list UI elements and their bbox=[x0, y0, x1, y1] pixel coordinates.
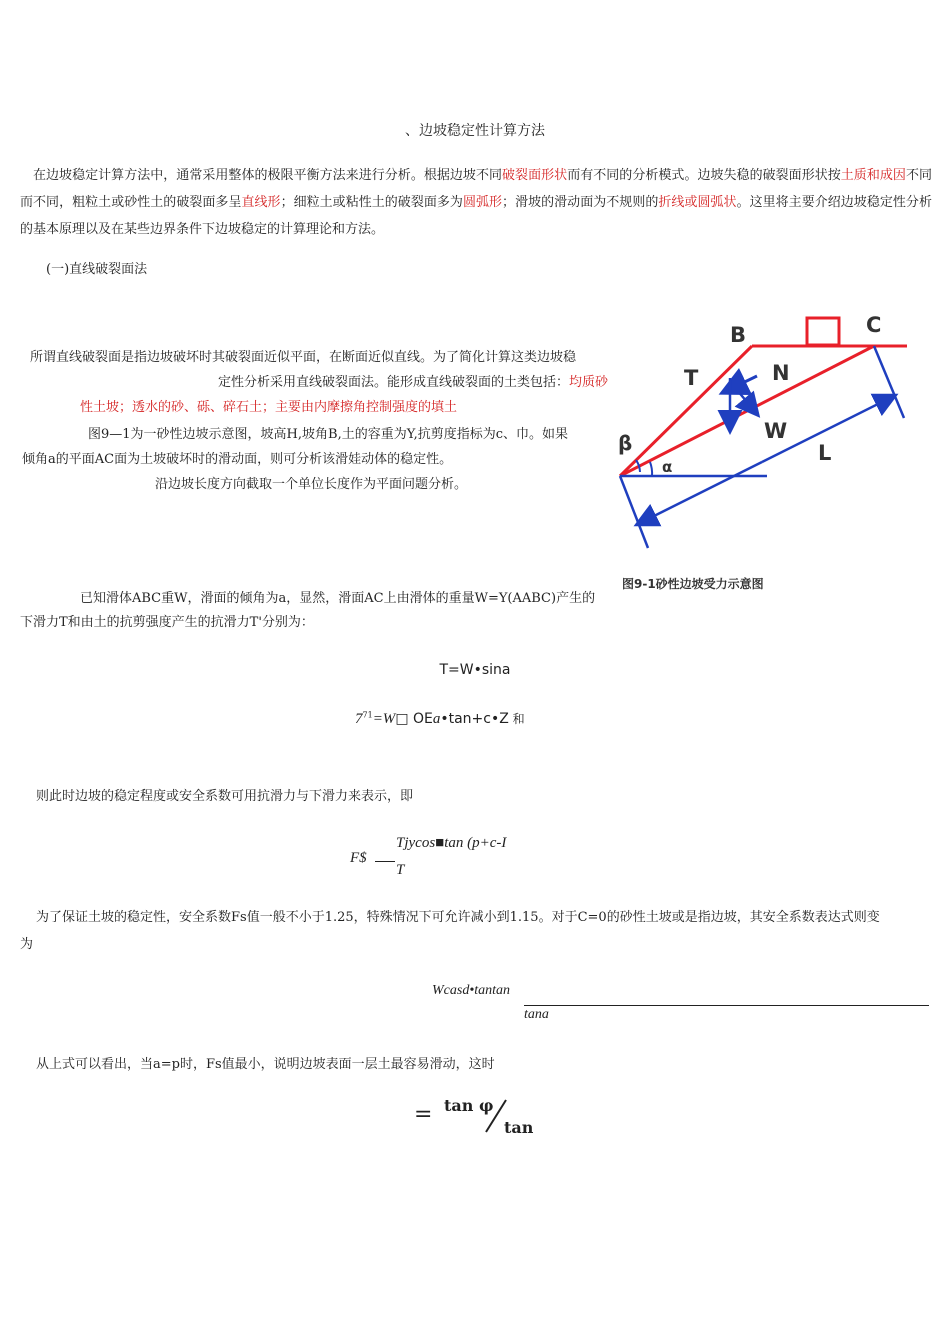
body-line: 下滑力T和由土的抗剪强度产生的抗滑力T'分别为： bbox=[20, 615, 314, 630]
intro-highlight: 破裂面形状 bbox=[502, 168, 568, 183]
body-line: 倾角a的平面AC面为土坡破坏时的滑动面，则可分析该滑娃动体的稳定性。 bbox=[22, 452, 453, 467]
intro-text: 在边坡稳定计算方法中，通常采用整体的极限平衡方法来进行分析。根据边坡不同 bbox=[33, 168, 503, 183]
body-line: 所谓直线破裂面是指边坡破坏时其破裂面近似平面，在断面近似直线。为了简化计算这类边坡稳 bbox=[30, 350, 577, 365]
intro-text: ；滑坡的滑动面为不规则的 bbox=[502, 195, 659, 210]
dim-line-right bbox=[874, 346, 904, 418]
body-paragraph: 为了保证土坡的稳定性，安全系数Fs值一般不小于1.25，特殊情况下可允许减小到1.15。对于C=0的砂性土坡或是指边坡，其安全系数表达式则变 为 bbox=[20, 910, 880, 952]
formula-resist: $7^{71}=W□$ OEa•tan+c•Z 和 bbox=[355, 710, 525, 727]
intro-text: ；细粒土或粘性土的破裂面多为 bbox=[280, 195, 463, 210]
label-N: N bbox=[772, 361, 790, 385]
label-beta: β bbox=[618, 431, 633, 455]
body-line-highlight: 性土坡；透水的砂、砾、碎石土；主要由内摩擦角控制强度的填土 bbox=[80, 400, 458, 415]
slope-force-figure bbox=[612, 310, 912, 591]
body-line: 则此时边坡的稳定程度或安全系数可用抗滑力与下滑力来表示，即 bbox=[36, 789, 414, 804]
label-alpha: α bbox=[662, 458, 673, 476]
figure-caption: 图9-1砂性边坡受力示意图 bbox=[622, 577, 764, 591]
intro-highlight: 圆弧形 bbox=[462, 195, 503, 210]
formula-min: = tan φ tan bbox=[414, 1096, 534, 1137]
intro-highlight: 土质和成因 bbox=[840, 168, 906, 183]
dim-line-left bbox=[620, 476, 648, 548]
label-T: T bbox=[684, 366, 699, 390]
body-line: 从上式可以看出，当a=p时，Fs值最小，说明边坡表面一层土最容易滑动，这时 bbox=[36, 1057, 495, 1072]
intro-text: 不同而不同，粗粒土或砂性土的破裂面多呈 bbox=[20, 168, 932, 210]
body-line: 沿边坡长度方向截取一个单位长度作为平面问题分析。 bbox=[155, 477, 468, 492]
dim-arrow-left bbox=[638, 462, 762, 524]
intro-paragraph bbox=[20, 162, 932, 243]
label-L: L bbox=[818, 441, 832, 465]
label-B: B bbox=[730, 323, 747, 347]
slip-plane bbox=[620, 346, 874, 476]
angle-alpha-arc bbox=[650, 462, 652, 476]
subsection-heading: (一)直线破裂面法 bbox=[46, 262, 148, 277]
formula-sand-safety: Wcasd•tantan tana bbox=[432, 983, 932, 1033]
intro-text: 而有不同的分析模式。边坡失稳的破裂面形状按 bbox=[567, 168, 841, 183]
surface-load bbox=[807, 318, 839, 345]
formula-safety-factor: F$ Tjycos■tan (p+c-I T bbox=[350, 835, 507, 878]
body-line: 已知滑体ABC重W，滑面的倾角为a，显然，滑面AC上由滑体的重量W=Y(AABC)产生的 bbox=[80, 591, 596, 606]
formula-downslide: T=W•sina bbox=[439, 662, 511, 678]
body-line: 图9—1为一砂性边坡示意图，坡高H,坡角B,土的容重为Y,抗剪度指标为c、巾。如果 bbox=[88, 427, 569, 442]
label-W: W bbox=[764, 419, 788, 443]
intro-highlight: 折线或圆弧状 bbox=[658, 195, 737, 210]
section-title: 、边坡稳定性计算方法 bbox=[405, 123, 545, 139]
label-C: C bbox=[866, 313, 882, 337]
intro-text: 。这里将主要介绍边坡稳定性分析的基本原理以及在某些边界条件下边坡稳定的计算理论和方法。 bbox=[20, 195, 932, 237]
body-line: 定性分析采用直线破裂面法。能形成直线破裂面的土类包括：均质砂 bbox=[217, 375, 608, 390]
intro-highlight: 直线形 bbox=[241, 195, 281, 210]
